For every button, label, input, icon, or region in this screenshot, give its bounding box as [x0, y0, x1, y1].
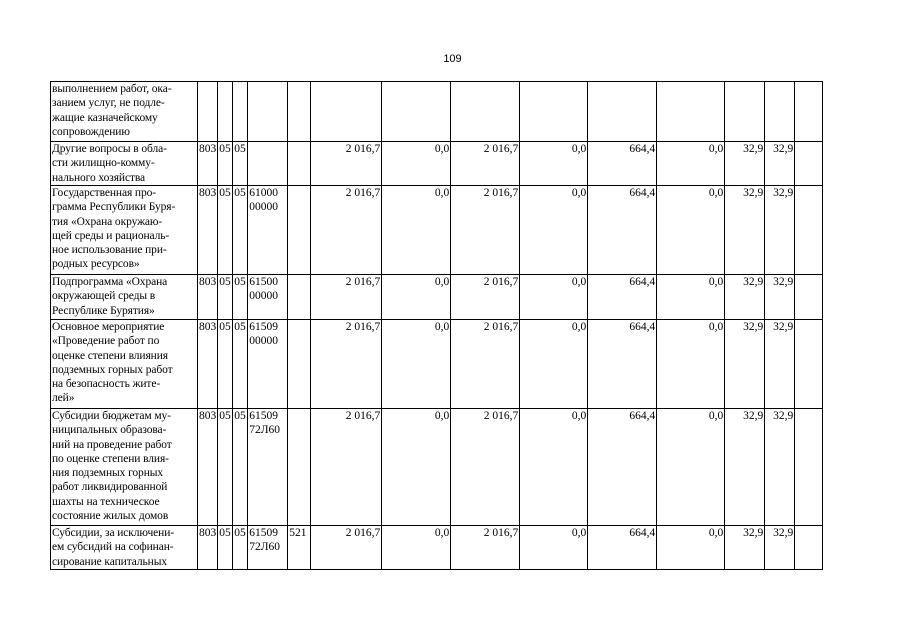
- row-rz: 05: [218, 275, 233, 320]
- row-ved: 803: [198, 275, 218, 320]
- row-pr: 05: [233, 526, 248, 570]
- row-vr: [288, 142, 311, 186]
- row-value-2: [382, 82, 451, 142]
- row-empty-cell: [795, 409, 823, 526]
- row-value-6: [657, 82, 725, 142]
- row-csr: [248, 82, 288, 142]
- row-value-1: 2 016,7: [311, 142, 382, 186]
- row-ved: 803: [198, 526, 218, 570]
- row-csr: 61000 00000: [248, 186, 288, 275]
- row-csr: 61500 00000: [248, 275, 288, 320]
- row-vr: [288, 409, 311, 526]
- row-value-1: 2 016,7: [311, 409, 382, 526]
- row-value-2: 0,0: [382, 142, 451, 186]
- row-value-4: 0,0: [520, 142, 588, 186]
- row-value-8: [765, 82, 795, 142]
- row-ved: 803: [198, 409, 218, 526]
- row-value-6: 0,0: [657, 409, 725, 526]
- row-pr: 05: [233, 142, 248, 186]
- row-vr: [288, 275, 311, 320]
- row-vr: [288, 320, 311, 409]
- row-csr: 61509 72Л60: [248, 526, 288, 570]
- row-ved: 803: [198, 186, 218, 275]
- row-value-7: 32,9: [725, 320, 765, 409]
- table-row: [51, 142, 823, 186]
- row-value-5: 664,4: [588, 526, 657, 570]
- row-value-8: 32,9: [765, 142, 795, 186]
- row-value-7: 32,9: [725, 186, 765, 275]
- row-value-2: 0,0: [382, 275, 451, 320]
- row-name: Подпрограмма «Охрана окружающей среды в Республике Бурятия»: [51, 275, 198, 320]
- row-value-2: 0,0: [382, 526, 451, 570]
- row-rz: 05: [218, 320, 233, 409]
- row-value-4: 0,0: [520, 409, 588, 526]
- row-rz: [218, 82, 233, 142]
- row-pr: [233, 82, 248, 142]
- row-value-1: 2 016,7: [311, 275, 382, 320]
- row-value-3: 2 016,7: [451, 142, 520, 186]
- row-value-5: 664,4: [588, 275, 657, 320]
- row-csr: 61509 00000: [248, 320, 288, 409]
- row-value-5: 664,4: [588, 186, 657, 275]
- row-value-4: 0,0: [520, 275, 588, 320]
- row-ved: 803: [198, 320, 218, 409]
- row-value-2: 0,0: [382, 186, 451, 275]
- row-value-8: 32,9: [765, 320, 795, 409]
- row-vr: [288, 186, 311, 275]
- row-value-7: 32,9: [725, 409, 765, 526]
- row-value-8: 32,9: [765, 526, 795, 570]
- table-row: [51, 275, 823, 320]
- row-rz: 05: [218, 186, 233, 275]
- row-value-7: 32,9: [725, 275, 765, 320]
- row-ved: 803: [198, 142, 218, 186]
- table-row: [51, 409, 823, 526]
- table-row: [51, 186, 823, 275]
- row-value-3: [451, 82, 520, 142]
- row-value-7: 32,9: [725, 526, 765, 570]
- table-row: [51, 82, 823, 142]
- row-value-5: 664,4: [588, 142, 657, 186]
- row-value-4: 0,0: [520, 186, 588, 275]
- table-row: [51, 526, 823, 570]
- row-value-6: 0,0: [657, 186, 725, 275]
- row-value-7: [725, 82, 765, 142]
- row-csr: 61509 72Л60: [248, 409, 288, 526]
- row-name: Государственная про- грамма Республики Буря- тия «Охрана окружаю- щей среды и рациональ- ное использование при- родных ресурсов»: [51, 186, 198, 275]
- row-value-6: 0,0: [657, 526, 725, 570]
- row-csr: [248, 142, 288, 186]
- row-value-7: 32,9: [725, 142, 765, 186]
- row-rz: 05: [218, 142, 233, 186]
- row-value-1: 2 016,7: [311, 526, 382, 570]
- row-name: Основное мероприятие «Проведение работ по оценке степени влияния подземных горных работ на безопасность жите- лей»: [51, 320, 198, 409]
- row-value-1: 2 016,7: [311, 320, 382, 409]
- table-row: [51, 320, 823, 409]
- row-value-2: 0,0: [382, 320, 451, 409]
- row-value-6: 0,0: [657, 142, 725, 186]
- row-value-1: [311, 82, 382, 142]
- row-value-4: 0,0: [520, 320, 588, 409]
- row-vr: 521: [288, 526, 311, 570]
- row-value-8: 32,9: [765, 186, 795, 275]
- row-empty-cell: [795, 320, 823, 409]
- budget-table: [50, 81, 823, 570]
- page-number: 109: [443, 53, 462, 65]
- row-value-5: 664,4: [588, 409, 657, 526]
- row-value-3: 2 016,7: [451, 526, 520, 570]
- row-rz: 05: [218, 526, 233, 570]
- row-value-4: [520, 82, 588, 142]
- row-pr: 05: [233, 275, 248, 320]
- row-value-3: 2 016,7: [451, 320, 520, 409]
- row-pr: 05: [233, 409, 248, 526]
- row-value-3: 2 016,7: [451, 186, 520, 275]
- row-pr: 05: [233, 186, 248, 275]
- row-value-3: 2 016,7: [451, 275, 520, 320]
- row-value-4: 0,0: [520, 526, 588, 570]
- row-rz: 05: [218, 409, 233, 526]
- row-empty-cell: [795, 526, 823, 570]
- table-body: [51, 82, 823, 570]
- row-name: Субсидии, за исключени- ем субсидий на софинан- сирование капитальных: [51, 526, 198, 570]
- row-value-8: 32,9: [765, 409, 795, 526]
- row-empty-cell: [795, 82, 823, 142]
- row-name: Субсидии бюджетам му- ниципальных образова- ний на проведение работ по оценке степени влия- ния подземных горных работ ликвидированной шахты на техническое состояние жилых домов: [51, 409, 198, 526]
- row-value-3: 2 016,7: [451, 409, 520, 526]
- row-name: выполнением работ, ока- занием услуг, не подле- жащие казначейскому сопровождению: [51, 82, 198, 142]
- row-value-2: 0,0: [382, 409, 451, 526]
- row-value-6: 0,0: [657, 320, 725, 409]
- row-empty-cell: [795, 275, 823, 320]
- row-value-1: 2 016,7: [311, 186, 382, 275]
- row-ved: [198, 82, 218, 142]
- row-empty-cell: [795, 142, 823, 186]
- row-value-5: 664,4: [588, 320, 657, 409]
- row-vr: [288, 82, 311, 142]
- row-pr: 05: [233, 320, 248, 409]
- row-name: Другие вопросы в обла- сти жилищно-комму- нального хозяйства: [51, 142, 198, 186]
- row-value-8: 32,9: [765, 275, 795, 320]
- row-empty-cell: [795, 186, 823, 275]
- row-value-6: 0,0: [657, 275, 725, 320]
- row-value-5: [588, 82, 657, 142]
